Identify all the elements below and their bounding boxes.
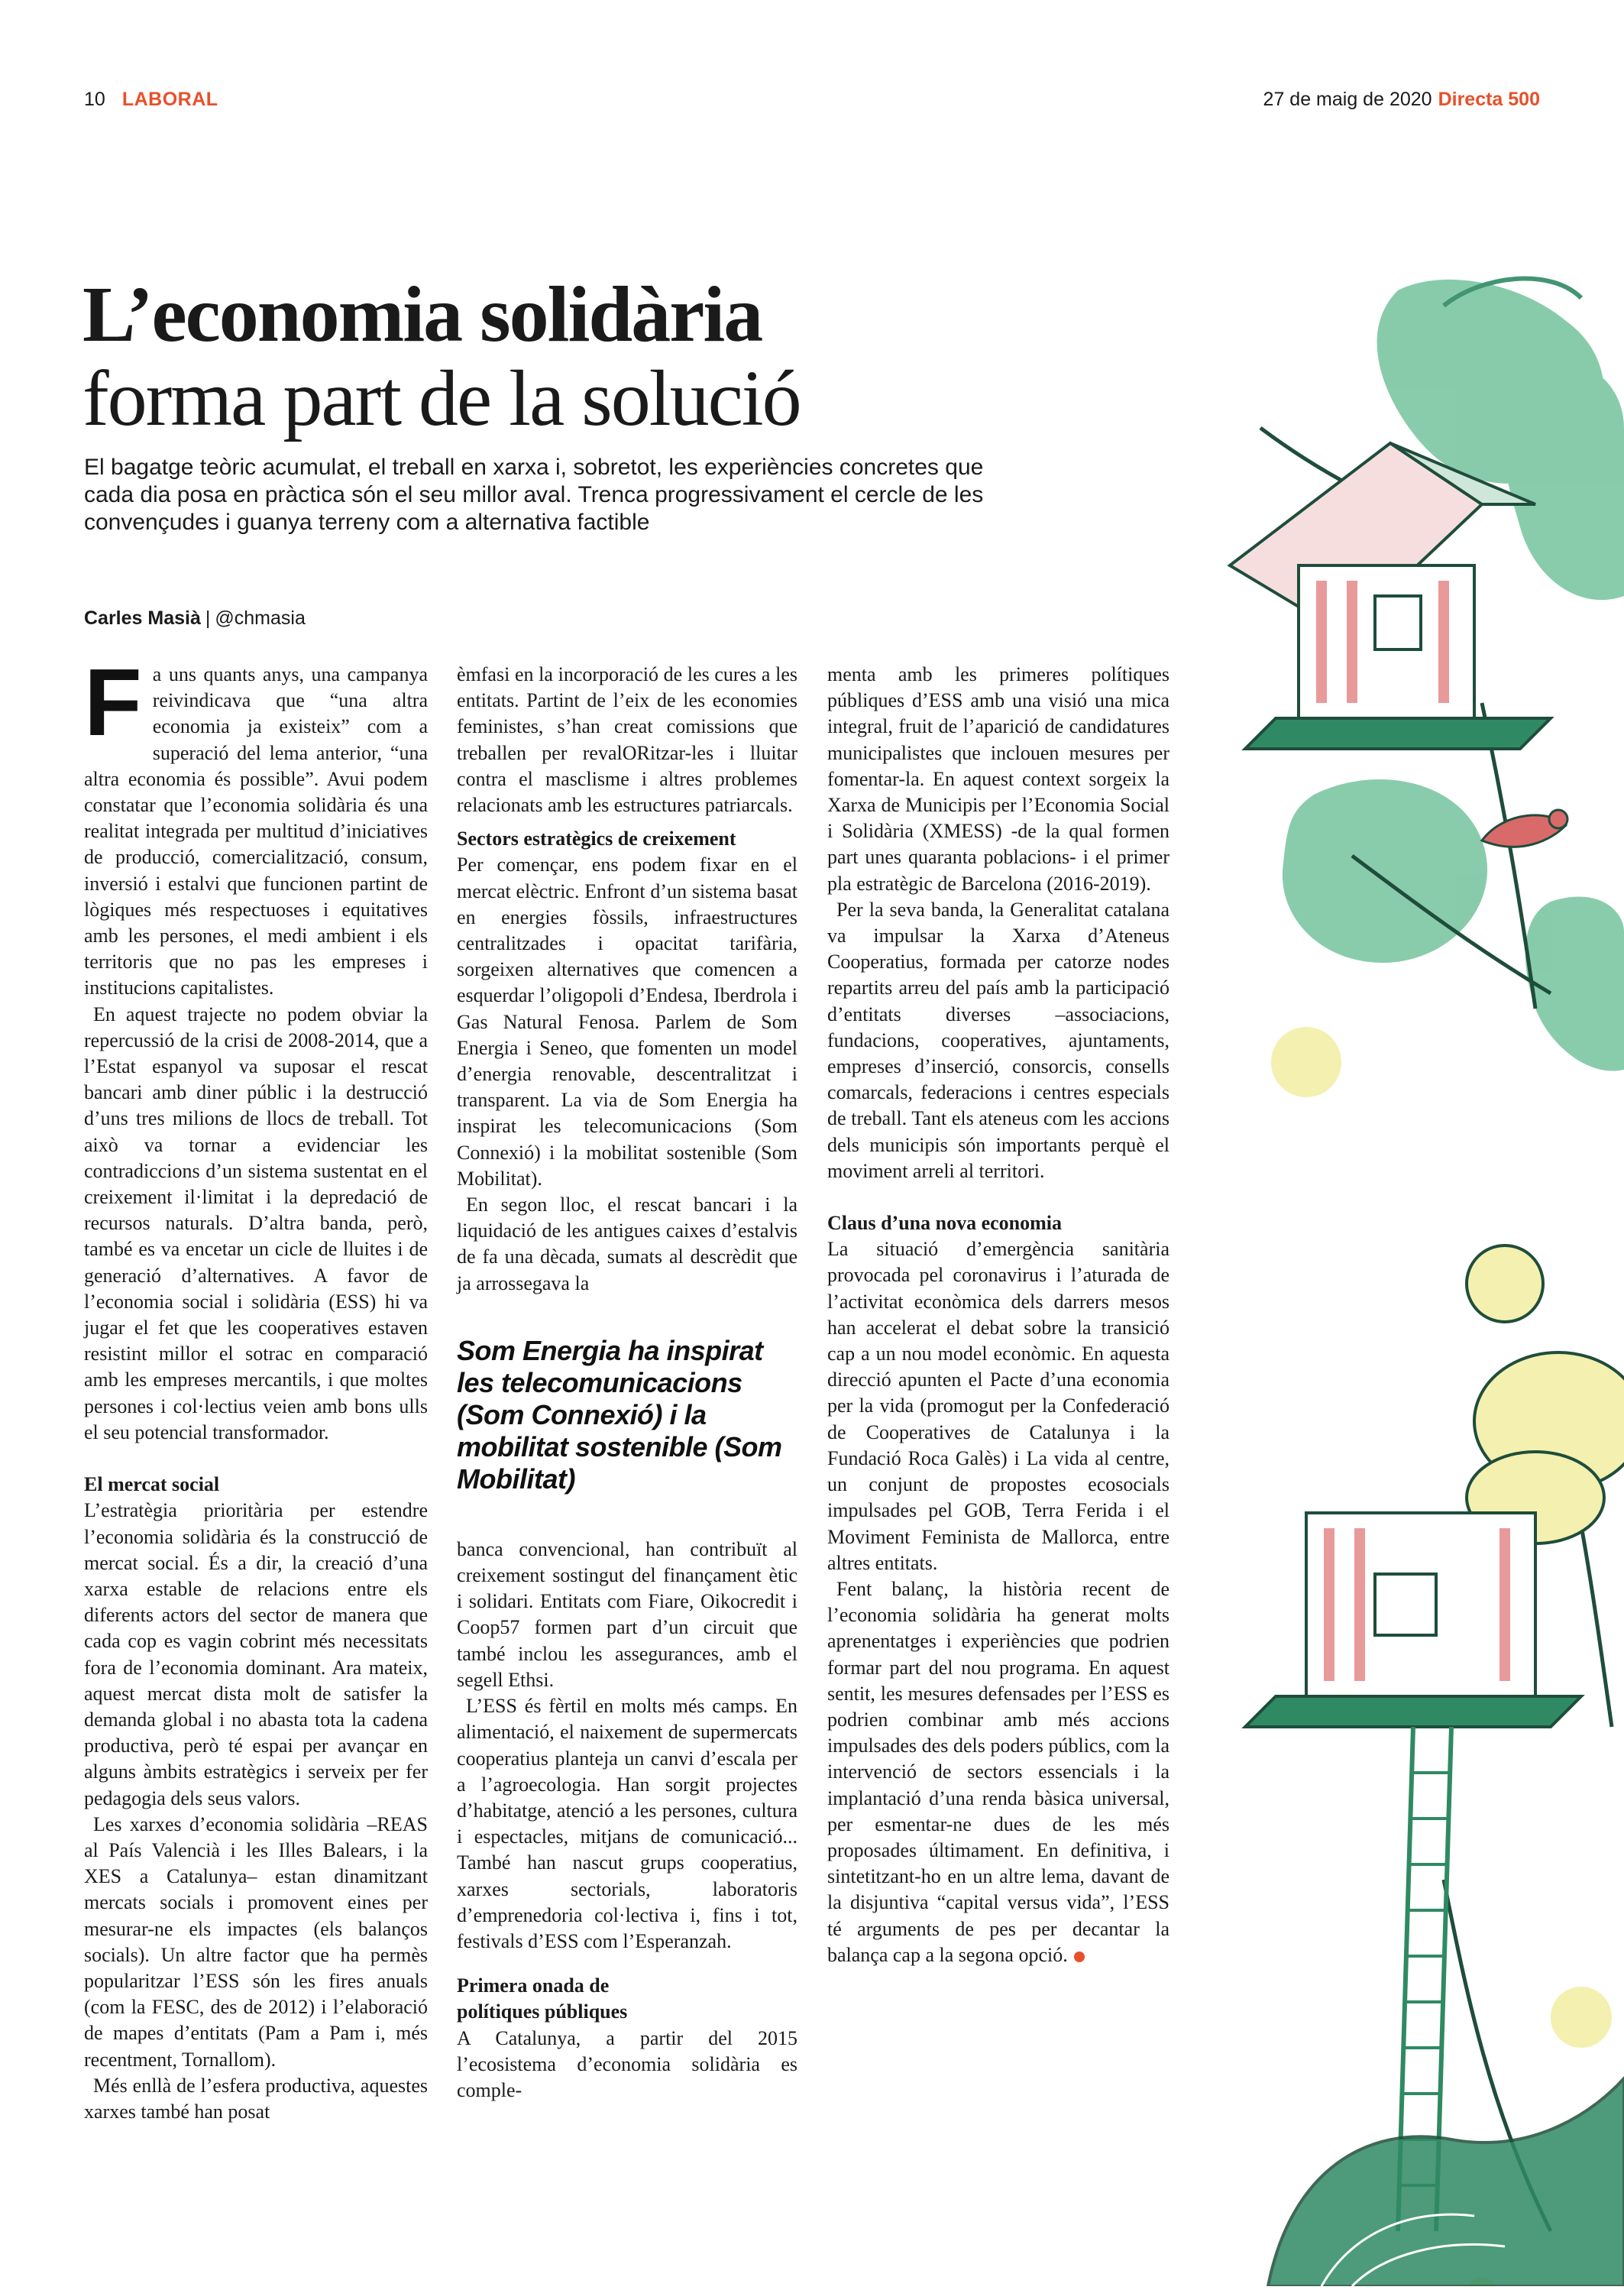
drop-cap: F (84, 650, 142, 756)
article-column-3 (827, 662, 1169, 1968)
paragraph: Fent balanç, la història recent de l’economia solidària ha generat molts aprenentatges i experiències que podrien formar part del nou programa. En aquest sentit, les mesures defensades per l’ESS es podrien combinar amb més accions impulsades des dels poders públics, com la intervenció de sectors essencials i la implantació d’una renda bàsica universal, per esmentar-ne dues de les més proposades últimament. En definitiva, i sintetitzant-ho en un altre lema, davant de la disjuntiva “capital versus vida”, l’ESS té arguments de pes per decantar la balança cap a la segona opció. (827, 1577, 1169, 1966)
page-number: 10 (84, 89, 105, 110)
section-heading: El mercat social (84, 1473, 220, 1496)
section-heading: Primera onada de polítiques públiques (457, 1974, 628, 2023)
article-column-1 (84, 650, 428, 2125)
section-heading: Claus d’una nova economia (827, 1212, 1062, 1235)
section-label: LABORAL (121, 89, 218, 110)
author-handle: @chmasia (215, 607, 306, 629)
author-name: Carles Masià (84, 607, 201, 629)
paragraph: Per començar, ens podem fixar en el mercat elèctric. Enfront d’un sistema basat en energies fòssils, infraestructures centralitzades i opacitat tarifària, sorgeixen alternatives que comencen a esquerdar l’oligopoli d’Endesa, Iberdrola i Gas Natural Fenosa. Parlem de Som Energia i Seneo, que fomenten un model d’energia renovable, descentralitzat i transparent. La via de Som Energia ha inspirat les telecomunicacions (Som Connexió) i la mobilitat sostenible (Som Mobilitat). (457, 853, 797, 1190)
paragraph: Fa uns quants anys, una campanya reivindicava que “una altra economia ja existeix” com a superació del lema anterior, “una altra economia és possible”. Avui podem constatar que l’economia solidària és una realitat integrada per multitud d’iniciatives de producció, comercialització, consum, inversió i estalvi que funcionen partint de lògiques més respectuoses i equitatives amb les persones, el medi ambient i els territoris que no pas les empreses i institucions capitalistes. (84, 650, 428, 999)
headline-line-2: forma part de la solució (82, 355, 801, 442)
paragraph: A Catalunya, a partir del 2015 l’ecosistema d’economia solidària es comple- (457, 2026, 797, 2101)
paragraph: La situació d’emergència sanitària provocada pel coronavirus i l’aturada de l’activitat econòmica dels darrers mesos han accelerat el debat sobre la transició cap a un nou model econòmic. En aquesta direcció apunten el Pacte d’una economia per la vida (promogut per la Confederació de Cooperatives de Catalunya i la Fundació Roca Galès) i La vida al centre, un conjunt de propostes ecosocials impulsades pel GOB, Terra Ferida i el Moviment Feminista de Mallorca, entre altres entitats. (827, 1238, 1169, 1574)
byline-separator: | (205, 607, 211, 629)
pull-quote: Som Energia ha inspirat les telecomunicacions (Som Connexió) i la mobilitat sostenible (Som Mobilitat) (457, 1334, 782, 1495)
treehouse-illustration-svg (1123, 275, 1624, 2286)
paragraph: menta amb les primeres polítiques públiques d’ESS amb una visió una mica integral, fruit de l’aparició de candidatures municipalistes que inclouen mesures per fomentar-la. En aquest context sorgeix la Xarxa de Municipis per l’Economia Social i Solidària (XMESS) -de la qual formen part unes quaranta poblacions- i el primer pla estratègic de Barcelona (2016-2019). (827, 663, 1169, 895)
paragraph: L’estratègia prioritària per estendre l’economia solidària és la construcció de mercat social. És a dir, la creació d’una xarxa estable de relacions entre els diferents actors del sector de manera que cada cop es vagin cobrint més necessitats fora de l’economia dominant. Ara mateix, aquest mercat dista molt de satisfer la demanda global i no abasta tota la cadena productiva, però té espai per avançar en alguns àmbits estratègics i serveix per fer pedagogia dels seus valors. (84, 1499, 428, 1809)
paragraph: banca convencional, han contribuït al creixement sostingut del finançament ètic i solidari. Entitats com Fiare, Oikocredit i Coop57 formen part d’un circuit que també inclou les assegurances, amb el segell Ethsi. (457, 1537, 797, 1691)
paragraph: L’ESS és fèrtil en molts més camps. En alimentació, el naixement de supermercats cooperatius planteja un canvi d’escala per a l’agroecologia. Han sorgit projectes d’habitatge, atenció a les persones, cultura i espectacles, mitjans de comunicació... També han nascut grups cooperatius, xarxes sectorials, laboratoris d’emprenedoria col·lectiva i, fins i tot, festivals d’ESS com l’Esperanzah. (457, 1695, 797, 1952)
publication-name: Directa 500 (1438, 89, 1540, 110)
paragraph: Per la seva banda, la Generalitat catalana va impulsar la Xarxa d’Ateneus Cooperatius, formada per catorze nodes repartits arreu del país amb la participació d’entitats diverses –associacions, fundacions, cooperatives, ajuntaments, empreses d’inserció, consorcis, consells comarcals, federacions i centres especials de treball. Tant els ateneus com les accions dels municipis són importants perquè el moviment arreli al territori. (827, 898, 1169, 1182)
page-header-right (1263, 89, 1540, 111)
headline-line-1: L’economia solidària (82, 270, 762, 358)
issue-date: 27 de maig de 2020 (1263, 89, 1432, 110)
paragraph: En segon lloc, el rescat bancari i la liquidació de les antigues caixes d’estalvis de fa una dècada, sumats al descrèdit que ja arrossegava la (457, 1194, 797, 1294)
paragraph: Les xarxes d’economia solidària –REAS al País Valencià i les Illes Balears, i la XES a Catalunya– estan dinamitzant mercats socials i promovent eines per mesurar-ne els impactes (els balanços socials). Un altre factor que ha permès popularitzar l’ESS són les fires anuals (com la FESC, des de 2012) i l’elaboració de mapes d’entitats (Pam a Pam i, més recentment, Tornallom). (84, 1812, 428, 2071)
paragraph: En aquest trajecte no podem obviar la repercussió de la crisi de 2008-2014, que a l’Estat espanyol va suposar el rescat bancari amb diner públic i la destrucció d’uns tres milions de llocs de treball. Tot això va tornar a evidenciar les contradiccions d’un sistema sustentat en el creixement il·limitat i la depredació de recursos naturals. D’altra banda, però, també es va encetar un cicle de lluites i de generació d’alternatives. A favor de l’economia social i solidària (ESS) hi va jugar el fet que les cooperatives estaven resistint millor el sotrac en comparació amb les empreses mercantils, i que moltes persones i col·lectius veien amb bons ulls el seu potencial transformador. (84, 1002, 428, 1443)
page-header-left (84, 89, 218, 111)
article-column-2 (457, 662, 797, 2104)
byline (84, 607, 306, 630)
paragraph: èmfasi en la incorporació de les cures a les entitats. Partint de l’eix de les economies feministes, s’han creat comissions que treballen per revalORitzar-les i lluitar contra el masclisme i altres problemes relacionats amb les estructures patriarcals. (457, 663, 797, 817)
paragraph: Més enllà de l’esfera productiva, aquestes xarxes també han posat (84, 2074, 428, 2123)
standfirst: El bagatge teòric acumulat, el treball en xarxa i, sobretot, les experiències concretes que cada dia posa en pràctica són el seu millor aval. Trenca progressivament el cercle de les convençudes i guanya terreny com a alternativa factible (84, 455, 984, 535)
treehouse-illustration (1123, 275, 1624, 2286)
end-mark-icon (1074, 1952, 1085, 1962)
section-heading: Sectors estratègics de creixement (457, 828, 736, 850)
